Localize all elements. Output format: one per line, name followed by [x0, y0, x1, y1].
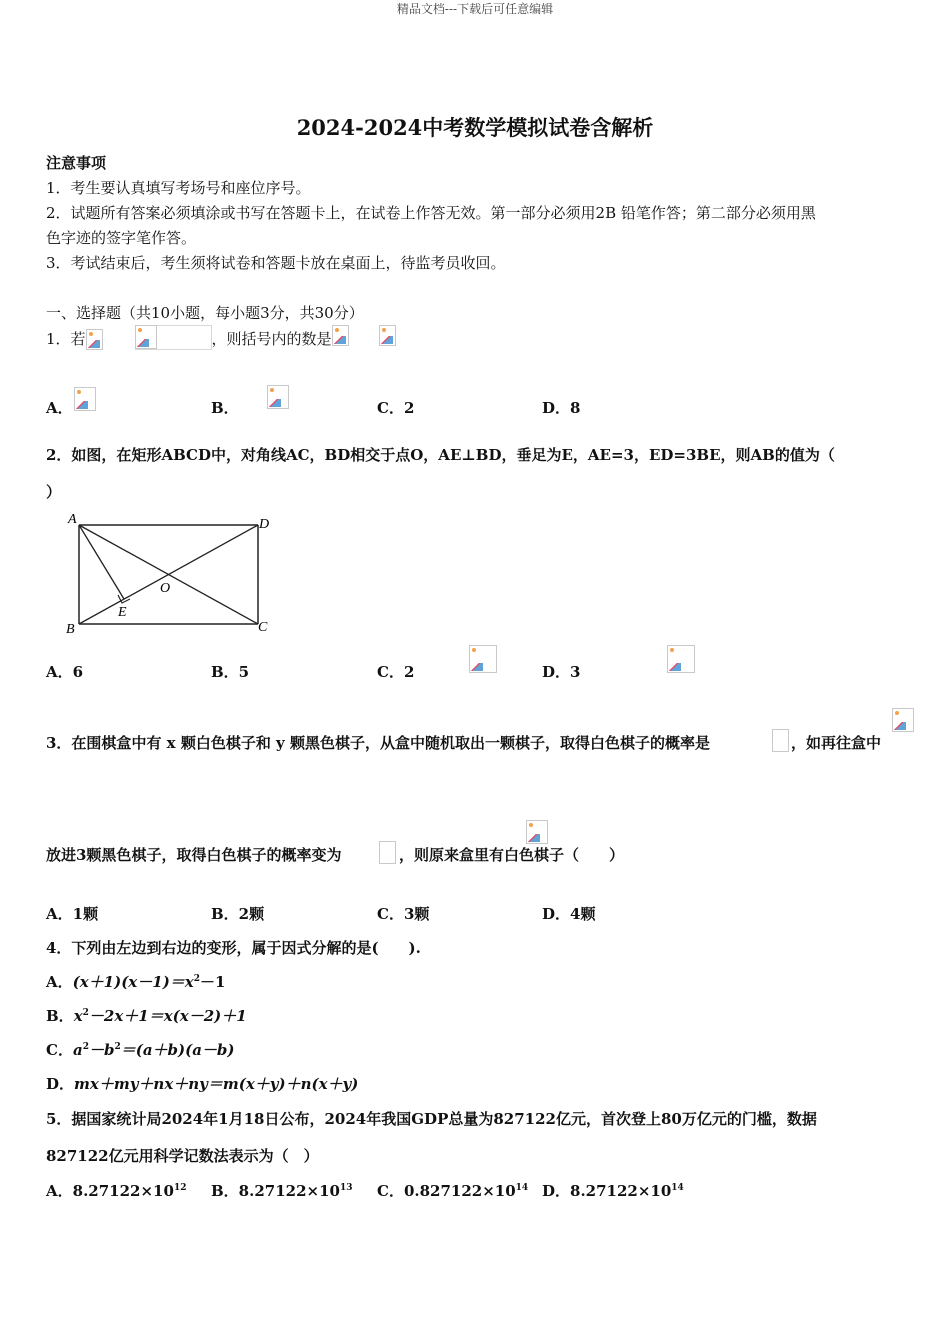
formula-image-icon: [526, 820, 548, 844]
q4-option-b: [46, 1005, 247, 1026]
formula-image-icon: [379, 325, 396, 346]
vertex-label-a: A: [68, 512, 77, 527]
question-5-line-1: 5．据国家统计局2024年1月18日公布，2024年我国GDP总量为827122亿元，首次登上80万亿元的门槛，数据: [46, 1110, 817, 1128]
math-expression: －1: [200, 973, 226, 991]
option-text: D．8.27122×10: [542, 1182, 672, 1200]
exponent: 2: [82, 1008, 89, 1018]
math-expression: (x＋1)(x－1)＝x: [72, 973, 194, 991]
option-text: A．8.27122×10: [46, 1182, 174, 1200]
exponent: 2: [114, 1042, 121, 1052]
option-label: C．: [46, 1041, 73, 1059]
math-expression: x: [73, 1007, 83, 1025]
exponent: 2: [193, 974, 200, 984]
point-label-o: O: [160, 581, 171, 596]
math-expression: －2x＋1＝x(x－2)＋1: [88, 1007, 247, 1025]
formula-image-icon: [892, 708, 914, 732]
formula-image-icon: [267, 385, 289, 409]
question-1-stem: [46, 325, 396, 350]
option-label: A．: [46, 973, 73, 991]
question-2-line-1: 2．如图，在矩形ABCD中，对角线AC，BD相交于点O，AE⊥BD，垂足为E，AE=3，ED=3BE，则AB的值为（: [46, 446, 835, 464]
option-text: C．0.827122×10: [377, 1182, 516, 1200]
exponent: 2: [82, 1042, 89, 1052]
option-label: B．: [211, 399, 239, 417]
formula-image-icon: [74, 387, 96, 411]
exponent: 14: [515, 1183, 529, 1193]
exponent: 13: [339, 1183, 353, 1193]
q2-option-d: D．3: [542, 663, 581, 681]
q1-option-d: D．8: [542, 399, 581, 417]
question-2-line-2: ）: [46, 483, 62, 501]
question-4-stem: 4．下列由左边到右边的变形，属于因式分解的是( ).: [46, 939, 421, 957]
option-label: A．: [46, 399, 73, 417]
q2-option-b: B．5: [211, 663, 250, 681]
q5-option-d: [542, 1180, 684, 1201]
question-3-line-2b: ，则原来盒里有白色棋子（ ）: [399, 846, 625, 864]
q4-option-d: [46, 1073, 358, 1094]
question-3-line-1a: 3．在围棋盒中有 x 颗白色棋子和 y 颗黑色棋子，从盒中随机取出一颗棋子，取得白色棋子的概率是: [46, 734, 710, 752]
math-expression: －b: [88, 1041, 115, 1059]
formula-box: [772, 729, 789, 752]
q2-option-c: C．2: [377, 663, 415, 681]
formula-image-icon: [469, 645, 497, 673]
notice-item-3: 3．考试结束后，考生须将试卷和答题卡放在桌面上，待监考员收回。: [46, 254, 506, 272]
q5-option-a: [46, 1180, 186, 1201]
exponent: 14: [671, 1183, 684, 1193]
option-label: D．: [46, 1075, 75, 1093]
exponent: 12: [173, 1183, 187, 1193]
q5-option-c: [377, 1180, 528, 1201]
page-header: 精品文档---下载后可任意编辑: [396, 2, 554, 16]
q5-option-b: [211, 1180, 353, 1201]
option-text: B．8.27122×10: [211, 1182, 340, 1200]
q3-option-d: D．4颗: [542, 905, 596, 923]
q1-option-a: [46, 397, 73, 418]
notice-item-2a: 2．试题所有答案必须填涂或书写在答题卡上，在试卷上作答无效。第一部分必须用2B 铅笔作答；第二部分必须用黑: [46, 204, 816, 222]
q3-option-c: C．3颗: [377, 905, 430, 923]
notice-item-1: 1．考生要认真填写考场号和座位序号。: [46, 179, 311, 197]
q4-option-a: [46, 971, 225, 992]
section-heading: 一、选择题（共10小题，每小题3分，共30分）: [46, 304, 364, 322]
q1-option-c: C．2: [377, 399, 415, 417]
q2-option-a: A．6: [46, 663, 84, 681]
formula-image-icon: [86, 329, 103, 350]
option-label: B．: [46, 1007, 74, 1025]
q3-option-b: B．2颗: [211, 905, 265, 923]
q1-mid: ，则括号内的数是: [211, 330, 332, 348]
formula-box: [379, 841, 396, 864]
q1-option-b: [211, 397, 239, 418]
question-3-line-1b: ，如再往盒中: [791, 734, 882, 752]
math-expression: mx＋my＋nx＋ny＝m(x＋y)＋n(x＋y): [74, 1075, 359, 1093]
q1-prefix: 1．若: [46, 330, 86, 348]
formula-image-icon: [667, 645, 695, 673]
question-5-line-2: 827122亿元用科学记数法表示为（ ）: [46, 1147, 319, 1165]
q4-option-c: [46, 1039, 235, 1060]
vertex-label-c: C: [258, 620, 268, 635]
page-title: 2024-2024中考数学模拟试卷含解析: [296, 115, 654, 140]
question-3-line-2a: 放进3颗黑色棋子，取得白色棋子的概率变为: [46, 846, 342, 864]
rectangle-diagram: [62, 510, 277, 640]
math-expression: a: [72, 1041, 83, 1059]
q3-option-a: A．1颗: [46, 905, 99, 923]
notice-item-2b: 色字迹的签字笔作答。: [46, 229, 197, 247]
formula-image-icon: [135, 325, 157, 349]
vertex-label-b: B: [66, 622, 75, 637]
formula-image-icon: [332, 325, 349, 346]
math-expression: ＝(a＋b)(a－b): [120, 1041, 235, 1059]
notice-heading: 注意事项: [46, 154, 107, 172]
point-label-e: E: [118, 605, 127, 620]
vertex-label-d: D: [259, 517, 270, 532]
